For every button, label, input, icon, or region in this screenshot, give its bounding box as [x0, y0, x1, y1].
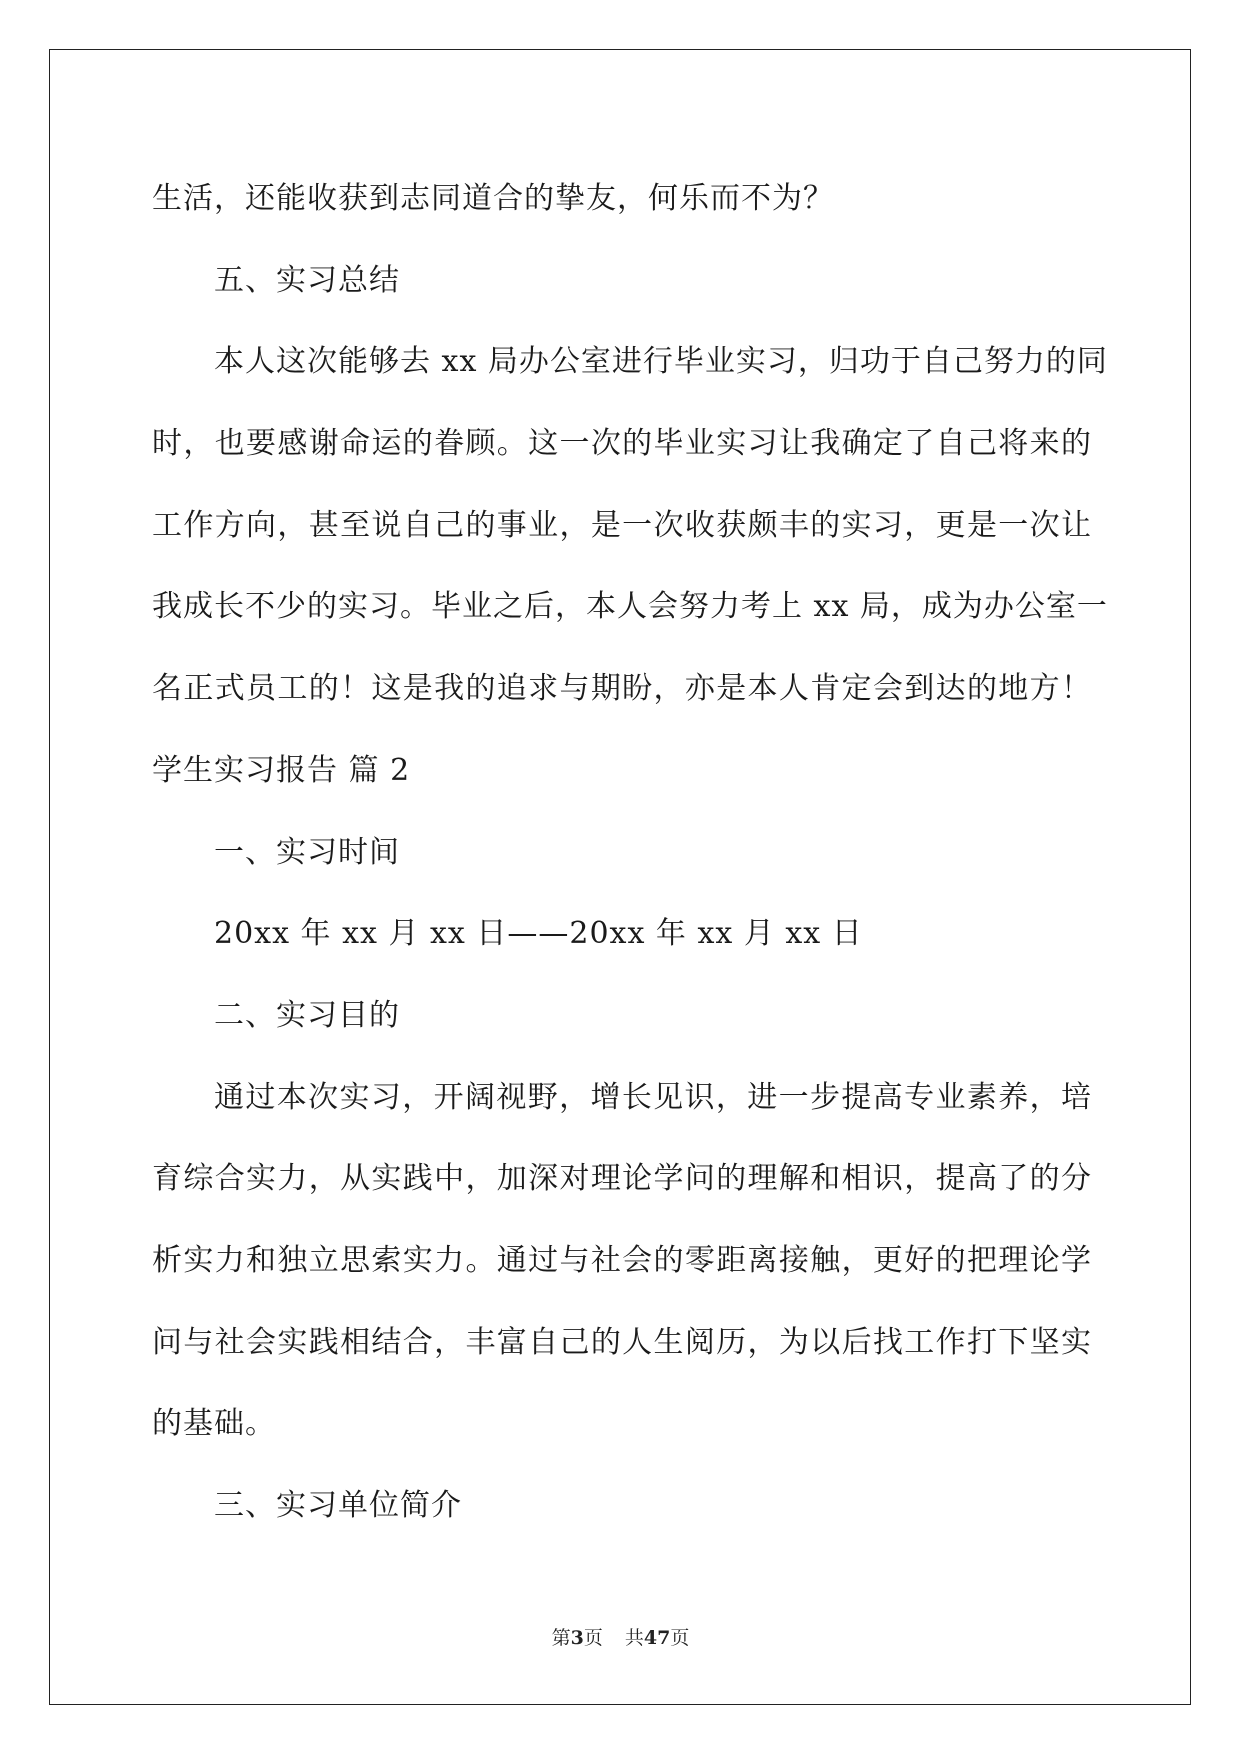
text-line-7: 名正式员工的！这是我的追求与期盼，亦是本人肯定会到达的地方！ — [152, 671, 1092, 707]
document-body — [152, 158, 1108, 1547]
text-line-5: 工作方向，甚至说自己的事业，是一次收获颇丰的实习，更是一次让 — [152, 507, 1092, 543]
section-heading-purpose: 二、实习目的 — [214, 997, 400, 1033]
text-line-15: 问与社会实践相结合，丰富自己的人生阅历，为以后找工作打下坚实 — [152, 1324, 1092, 1360]
footer-prefix: 第 — [551, 1627, 571, 1649]
text-line-16: 的基础。 — [152, 1406, 276, 1442]
footer-total-prefix: 共 — [624, 1627, 644, 1649]
text-line-12: 通过本次实习，开阔视野，增长见识，进一步提高专业素养，培 — [214, 1079, 1092, 1115]
current-page-number: 3 — [570, 1627, 584, 1649]
section-heading-time: 一、实习时间 — [214, 834, 400, 870]
text-line-3: 本人这次能够去 xx 局办公室进行毕业实习，归功于自己努力的同 — [214, 344, 1108, 380]
text-line-6: 我成长不少的实习。毕业之后，本人会努力考上 xx 局，成为办公室一 — [152, 589, 1108, 625]
footer-page-unit: 页 — [583, 1627, 603, 1649]
total-pages-number: 47 — [643, 1627, 671, 1649]
text-line-1: 生活，还能收获到志同道合的挚友，何乐而不为？ — [152, 181, 834, 216]
report-title: 学生实习报告 篇 2 — [152, 752, 411, 788]
section-heading-unit: 三、实习单位简介 — [214, 1488, 462, 1523]
text-line-4: 时，也要感谢命运的眷顾。这一次的毕业实习让我确定了自己将来的 — [152, 426, 1092, 462]
text-line-14: 析实力和独立思索实力。通过与社会的零距离接触，更好的把理论学 — [152, 1242, 1092, 1278]
section-heading-summary: 五、实习总结 — [214, 262, 400, 298]
text-line-13: 育综合实力，从实践中，加深对理论学问的理解和相识，提高了的分 — [152, 1161, 1092, 1197]
internship-date-range: 20xx 年 xx 月 xx 日——20xx 年 xx 月 xx 日 — [214, 916, 863, 952]
footer-total-unit: 页 — [670, 1627, 690, 1649]
page-footer — [0, 1623, 1241, 1650]
